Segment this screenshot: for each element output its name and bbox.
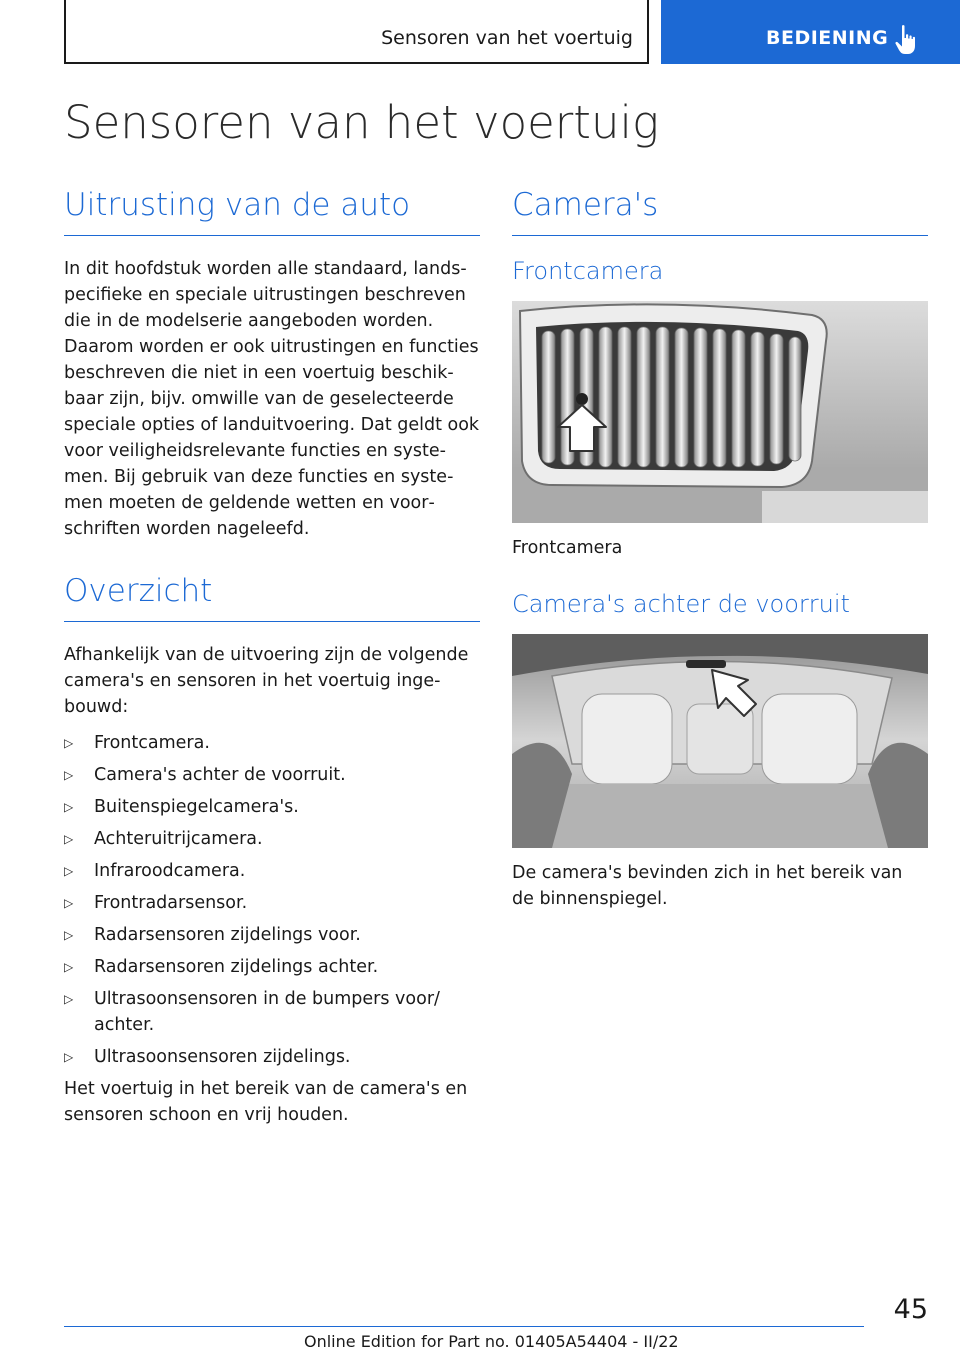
triangle-right-icon: ▷ [64, 895, 74, 910]
header-chapter-label: BEDIENING [766, 27, 889, 49]
triangle-right-icon: ▷ [64, 831, 74, 846]
triangle-right-icon: ▷ [64, 863, 74, 878]
text-uitrusting: In dit hoofdstuk worden alle standaard, landspecifieke en speciale uitrustingen beschreven die in de modelserie aangeboden worden. Daarom worden er ook uitrustingen en functies beschreven die niet in een voertuig beschikbaar zijn, bijv. omwille van de geselecteerde speciale opties of landuitvoering. Dat geldt ook voor veiligheidsrelevante functies en systemen. Bij gebruik van deze functies en systemen moeten de geldende wetten en voorschriften worden nageleefd. [64, 258, 480, 539]
header-chapter-tab[interactable] [661, 0, 960, 64]
right-column [512, 186, 928, 912]
heading-frontcamera: Frontcamera [512, 256, 664, 285]
heading-windshield-cameras: Camera's achter de voorruit [512, 589, 850, 618]
text-overzicht-intro: Afhankelijk van de uitvoering zijn de volgende camera's en sensoren in het voertuig ingebouwd: [64, 644, 469, 717]
left-column [64, 186, 480, 1128]
triangle-right-icon: ▷ [64, 799, 74, 814]
list-item: ▷ Radarsensoren zijdelings achter. [64, 954, 480, 980]
list-item: ▷ Radarsensoren zijdelings voor. [64, 922, 480, 948]
list-item: ▷ Infraroodcamera. [64, 858, 480, 884]
header-section-box [64, 0, 649, 64]
list-item: ▷ Frontcamera. [64, 730, 480, 756]
list-item: ▷ Frontradarsensor. [64, 890, 480, 916]
list-item: ▷ Ultrasoonsensoren in de bumpers voor/ achter. [64, 986, 480, 1038]
list-item: ▷ Achteruitrijcamera. [64, 826, 480, 852]
triangle-right-icon: ▷ [64, 767, 74, 782]
header-section-title: Sensoren van het voertuig [381, 27, 633, 49]
text-overzicht-outro: Het voertuig in het bereik van de camera's en sensoren schoon en vrij houden. [64, 1078, 468, 1125]
caption-frontcamera: Frontcamera [512, 537, 623, 558]
sensor-list [64, 730, 480, 1070]
frontcamera-image [512, 301, 928, 523]
page-title: Sensoren van het voertuig [64, 96, 659, 149]
heading-uitrusting: Uitrusting van de auto [64, 186, 480, 236]
triangle-right-icon: ▷ [64, 927, 74, 942]
list-item: ▷ Camera's achter de voorruit. [64, 762, 480, 788]
triangle-right-icon: ▷ [64, 735, 74, 750]
triangle-right-icon: ▷ [64, 991, 74, 1006]
triangle-right-icon: ▷ [64, 1049, 74, 1064]
pointing-hand-icon [893, 24, 919, 56]
footer-divider [64, 1326, 864, 1327]
triangle-right-icon: ▷ [64, 959, 74, 974]
list-item: ▷ Ultrasoonsensoren zijdelings. [64, 1044, 480, 1070]
caption-windshield-cameras: De camera's bevinden zich in het bereik van de binnenspiegel. [512, 863, 903, 910]
windshield-camera-image [512, 634, 928, 848]
list-item: ▷ Buitenspiegelcamera's. [64, 794, 480, 820]
page-number: 45 [893, 1294, 928, 1325]
heading-overzicht: Overzicht [64, 572, 480, 622]
heading-cameras: Camera's [512, 186, 928, 236]
footer-edition: Online Edition for Part no. 01405A54404 - II/22 [304, 1332, 679, 1351]
